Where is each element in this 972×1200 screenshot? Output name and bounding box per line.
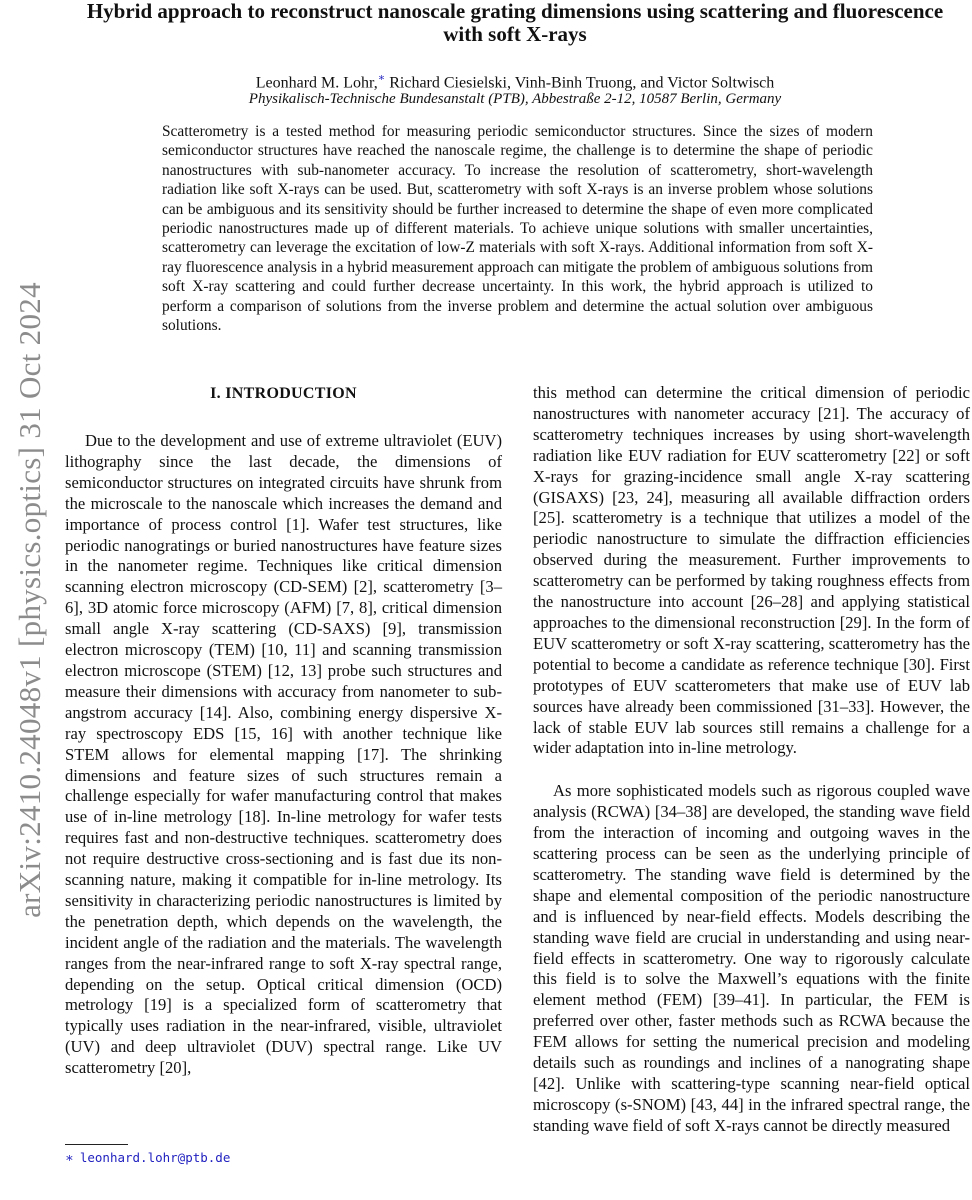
arxiv-identifier-text: arXiv:2410.24048v1 [physics.optics] 31 Oct 2024 xyxy=(12,282,47,918)
footnote-marker: ∗ xyxy=(65,1150,74,1165)
intro-paragraph-1: Due to the development and use of extreme ultraviolet (EUV) lithography since the last decade, the dimensions of semiconductor structures on integrated circuits have shrunk from the microscale to the nanoscale which increases the demand and importance of process control [1]. Wafer test structures, like periodic nanogratings or buried nanostructures have feature sizes in the nanometer regime. Techniques like critical dimension scanning electron microscopy (CD-SEM) [2], scatterometry [3–6], 3D atomic force microscopy (AFM) [7, 8], critical dimension small angle X-ray scattering (CD-SAXS) [9], transmission electron microscopy (TEM) [10, 11] and scanning transmission electron microscope (STEM) [12, 13] probe such structures and measure their dimensions with accuracy from nanometer to sub-angstrom accuracy [14]. Also, combining energy dispersive X-ray spectroscopy EDS [15, 16] with another technique like STEM allows for elemental mapping [17]. The shrinking dimensions and feature sizes of such structures remain a challenge especially for wafer manufacturing control that makes use of in-line metrology [18]. In-line metrology for wafer tests requires fast and non-destructive techniques. scatterometry does not require destructive cross-sectioning and is fast due its non-scanning nature, making it compatible for in-line metrology. Its sensitivity in characterizing periodic nanostructures is limited by the penetration depth, which depends on the wavelength, the incident angle of the radiation and the materials. The wavelength ranges from the near-infrared range to soft X-ray spectral range, depending on the setup. Optical critical dimension (OCD) metrology [19] is a specialized form of scatterometry that typically uses radiation in the near-infrared, visible, ultraviolet (UV) and deep ultraviolet (DUV) spectral range. Like UV scatterometry [20], xyxy=(65,431,502,1078)
abstract: Scatterometry is a tested method for measuring periodic semiconductor structures. Since the sizes of modern semiconductor structures have reached the nanoscale regime, the challenge is to determine the shape of periodic nanostructures with sub-nanometer accuracy. To increase the resolution of scatterometry, short-wavelength radiation like soft X-rays can be used. But, scatterometry with soft X-rays is an inverse problem whose solutions can be ambiguous and its sensitivity should be further increased to determine the shape of even more complicated periodic nanostructures made up of different materials. To achieve unique solutions with smaller uncertainties, scatterometry can leverage the excitation of low-Z materials with soft X-rays. Additional information from soft X-ray fluorescence analysis in a hybrid measurement approach can mitigate the problem of ambiguous solutions from soft X-ray scattering and could further decrease uncertainty. In this work, the hybrid approach is utilized to perform a comparison of solutions from the inverse problem and determine the actual solution over ambiguous solutions. xyxy=(162,123,873,335)
affiliation: Physikalisch-Technische Bundesanstalt (PTB), Abbestraße 2-12, 10587 Berlin, Germany xyxy=(248,91,782,107)
right-column xyxy=(533,383,970,1137)
first-author: Leonhard M. Lohr, xyxy=(255,74,378,92)
intro-paragraph-2: As more sophisticated models such as rigorous coupled wave analysis (RCWA) [34–38] are developed, the standing wave field from the interaction of incoming and outgoing waves in the scattering process can be seen as the underlying principle of scatterometry. The standing wave field is determined by the shape and elemental composition of the periodic nanostructure and is influenced by near-field effects. Models describing the standing wave field are crucial in understanding and using near-field effects in scatterometry. One way to rigorously calculate this field is to solve the Maxwell’s equations with the finite element method (FEM) [39–41]. In particular, the FEM is preferred over other, faster methods such as RCWA because the FEM allows for setting the numerical precision and modeling details such as roundings and inclines of a nanograting shape [42]. Unlike with scattering-type scanning near-field optical microscopy (s-SNOM) [43, 44] in the infrared spectral range, the standing wave field of soft X-rays cannot be directly measured xyxy=(533,781,970,1135)
corresponding-author-marker[interactable]: ∗ xyxy=(377,72,386,84)
left-column xyxy=(65,382,502,1079)
arxiv-identifier-stamp xyxy=(0,0,60,1200)
author-email-link[interactable]: leonhard.lohr@ptb.de xyxy=(79,1150,231,1165)
section-heading-introduction: I. INTRODUCTION xyxy=(210,385,357,402)
intro-paragraph-continued: this method can determine the critical dimension of periodic nanostructures with nanometer accuracy [21]. The accuracy of scatterometry techniques increases by using short-wavelength radiation like EUV radiation for EUV scatterometry [22] or soft X-rays for grazing-incidence small angle X-ray scattering (GISAXS) [23, 24], measuring all available diffraction orders [25]. scatterometry is a technique that utilizes a model of the periodic nanostructure to simulate the diffraction efficiencies observed during the measurement. Further improvements to scatterometry can be performed by taking roughness effects from the nanostructure into account [26–28] and applying statistical approaches to the dimensional reconstruction [29]. In the form of EUV scatterometry or soft X-ray scattering, scatterometry has the potential to become a candidate as reference technique [30]. First prototypes of EUV scatterometers that make use of EUV lab sources have already been commissioned [31–33]. However, the lack of stable EUV lab sources still remains a challenge for a wider adaptation into in-line metrology. xyxy=(533,383,970,758)
footnote-divider xyxy=(65,1144,128,1145)
paper-title: Hybrid approach to reconstruct nanoscale grating dimensions using scattering and fluorescence with soft X-rays xyxy=(86,0,944,46)
footnote xyxy=(65,1150,230,1166)
other-authors: Richard Ciesielski, Vinh-Binh Truong, and Victor Soltwisch xyxy=(385,74,775,92)
